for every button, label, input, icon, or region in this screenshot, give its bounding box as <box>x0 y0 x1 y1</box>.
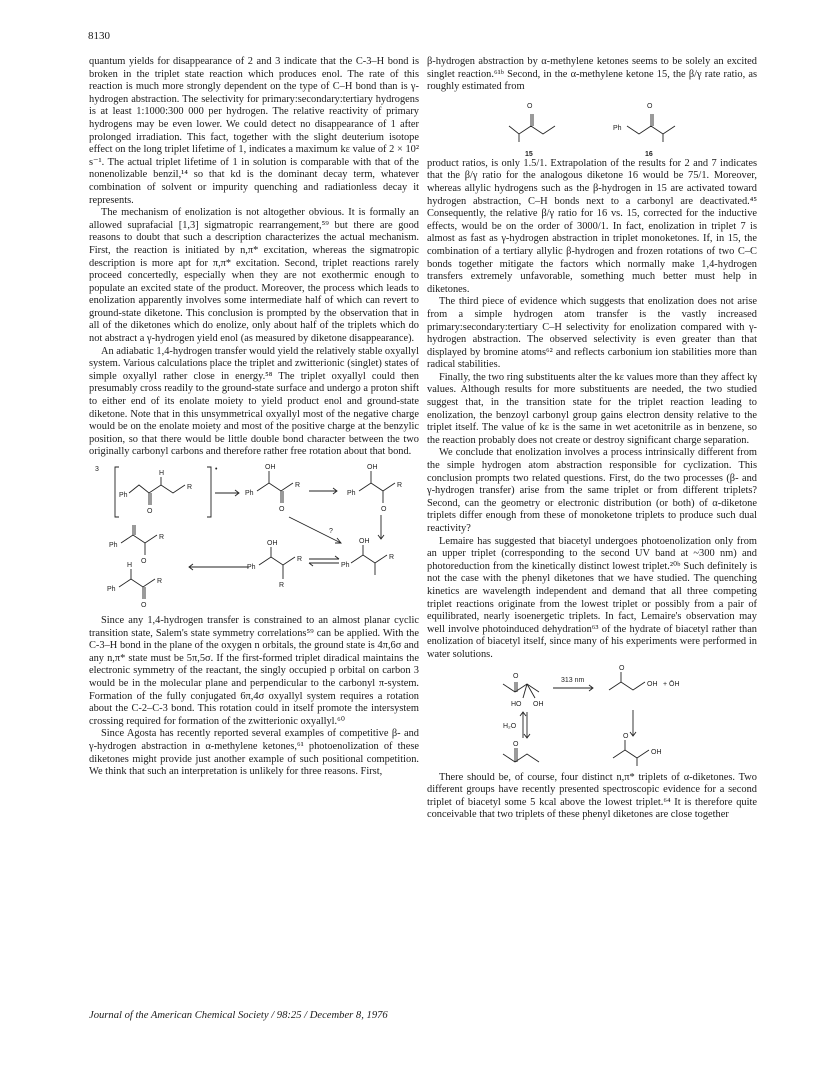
biacetyl-hydrate-scheme <box>427 662 757 772</box>
label-oh: OH <box>647 680 658 688</box>
wavelength-label: 313 nm <box>561 676 585 684</box>
label-ph: Ph <box>613 124 622 132</box>
paragraph: Since Agosta has recently reported several examples of competitive β- and γ-hydrogen abstraction in α-methylene ketones,⁶¹ photoenolization of these diketones might provide just another example of such positional competition. We think that such an interpretation is unlikely for three reasons. First, <box>89 728 419 778</box>
label-r: R <box>389 554 395 561</box>
paragraph: There should be, of course, four distinct n,π* triplets of α-diketones. Two different groups have recently presented spectroscopic evidence for a second triplet of biacetyl some 5 kcal above the lowest triplet.⁶⁴ It is therefore quite conceivable that two triplets of these phenyl diketones are close together <box>427 771 757 821</box>
paragraph: The mechanism of enolization is not altogether obvious. It is formally an allowed suprafacial [1,3] sigmatropic rearrangement,⁵⁹ but there are good reasons to doubt that such a description characterizes the actual mechanism. First, the reaction is initiated by n,π* excitation, whereas the sigmatropic description is more apt for π,π* excitation. Second, triplet reactions rarely proceed concertedly, especially when they are not exothermic enough to populate an excited state of the product. Moreover, the process which leads to enolization apparently involves some intermediate half of which can revert to ground-state diketone. This conclusion is prompted by the observation that in all of the diketones which do enolize, only about half of the triplets which do not abstract a γ-hydrogen yield enol (as measured by diketone disappearance). <box>89 207 419 345</box>
label-ph: Ph <box>107 586 116 593</box>
radical-dot: • <box>215 466 218 473</box>
label-oh: OH <box>267 540 278 547</box>
label-oh: OH <box>533 700 544 708</box>
label-ph: Ph <box>341 562 350 569</box>
label-o: O <box>279 506 285 513</box>
label-oh: OH <box>651 748 662 756</box>
page-number: 8130 <box>88 30 110 42</box>
label-r: R <box>397 482 403 489</box>
label-h: H <box>127 562 133 569</box>
label-r: R <box>297 556 303 563</box>
paragraph: Finally, the two ring substituents alter the kε values more than they affect kγ values. Although results for more substituents are needed, the two studied suggest that, in the transition state for the triplet reaction leading to enolization, the benzoyl carbonyl group gains electron density relative to the triplet itself. The value of kε is the same in wet acetonitrile as in benzene, so the reaction probably does not create or destroy significant charge separation. <box>427 371 757 446</box>
label-o: O <box>513 740 519 748</box>
triplet-superscript: 3 <box>95 466 99 473</box>
label-hydroxide: + ŌH <box>663 680 680 688</box>
paragraph: The third piece of evidence which suggests that enolization does not arise from a simple hydrogen atom transfer is the vastly increased primary:secondary:tertiary C–H selectivity for enolization compared with γ-hydrogen abstraction. The observed selectivity is even greater than that displayed by bromine atoms⁶² and reflects carbonium ion stabilities more than radical stabilities. <box>427 296 757 371</box>
paragraph: We conclude that enolization involves a process intrinsically different from the simple hydrogen atom abstraction responsible for cyclization. This conclusion prompts two related questions. First, do the two processes (β- and γ-hydrogen transfer) arise from the same triplet or from different triplets? Second, can the geometry or electronic distribution (or both) of α-diketone triplets differ enough from these of monoketone triplets to produce such dual reactivity? <box>427 447 757 534</box>
left-column <box>89 56 419 779</box>
oxyallyl-mechanism-scheme <box>89 459 419 615</box>
label-r: R <box>159 534 165 541</box>
label-o: O <box>527 102 533 110</box>
label-ph: Ph <box>109 542 118 549</box>
label-o: O <box>619 664 625 672</box>
label-oh: OH <box>265 464 276 471</box>
label-o: O <box>147 508 153 515</box>
label-r: R <box>187 484 193 491</box>
label-r: R <box>295 482 301 489</box>
label-h: H <box>159 470 165 477</box>
label-o: O <box>623 732 629 740</box>
label-o: O <box>141 602 147 609</box>
label-r: R <box>157 578 163 585</box>
label-r: R <box>279 582 285 589</box>
paragraph: β-hydrogen abstraction by α-methylene ketones seems to be solely an excited singlet reaction.⁶¹ᵇ Second, in the α-methylene ketone 15, the β/γ rate ratio, as roughly estimated from <box>427 56 757 93</box>
paragraph: Since any 1,4-hydrogen transfer is constrained to an almost planar cyclic transition state, Salem's state symmetry correlations⁵⁹ can be applied. With the C-3–H bond in the plane of the oxygen n orbitals, the ground state is 4π,6σ and any n,π* state must be 5π,5σ. If the first-formed triplet diradical maintains the electronic symmetry of the reactant, the singly occupied p orbital on carbon 3 would be in the molecular plane and perpendicular to the carbonyl π-system. Formation of the fully conjugated 6π,4σ oxyallyl system requires a rotation about the C-2–C-3 bond. This rotation could in itself promote the intersystem crossing required for formation of the zwitterionic oxyallyl.⁶⁰ <box>89 615 419 727</box>
label-h2o: H₂O <box>503 722 517 730</box>
label-ph: Ph <box>245 490 254 497</box>
journal-footer: Journal of the American Chemical Society / 98:25 / December 8, 1976 <box>89 1010 388 1021</box>
paragraph: An adiabatic 1,4-hydrogen transfer would yield the relatively stable oxyallyl system. Various calculations place the triplet and zwitterionic (singlet) states of simple oxyallyl rather close in energy.⁵⁸ The triplet oxyallyl could then presumably cross readily to the ground-state surface and undergo a proton shift to either end of its enolate moiety to yield product enol and ground-state diketone. Note that in this unsymmetrical oxyallyl most of the negative charge would be on the enolate moiety and most of the positive charge at the benzylic position, so that there would be little double bond character between the two originally carbonyl carbons and therefore rather free rotation about that bond. <box>89 345 419 458</box>
label-o: O <box>513 672 519 680</box>
question-mark: ? <box>329 528 333 535</box>
label-oh: OH <box>367 464 378 471</box>
label-ph: Ph <box>119 492 128 499</box>
label-oh: OH <box>359 538 370 545</box>
right-column <box>427 56 757 822</box>
paragraph: quantum yields for disappearance of 2 and 3 indicate that the C-3–H bond is broken in the triplet state reaction which produces enol. The rate of this reaction is much more strongly dependent on the type of C–H bond than is γ-hydrogen abstraction. The selectivity for primary:secondary:tertiary hydrogens is at least 1:1000:300 000 per hydrogen. The relative reactivity of primary hydrogens may be even lower. We could detect no disappearance of 1 after prolonged irradiation. This fact, together with the slight deuterium isotope effect on the long triplet lifetime of 1, indicates a maximum kε value of 2 × 10² s⁻¹. The actual triplet lifetime of 1 in solution is comparable with that of the nonenolizable benzil,¹⁴ so that kd is the dominant decay term, whatever combination of solvent or impurity quenching and radiationless decay it represents. <box>89 56 419 206</box>
label-ho: HO <box>511 700 522 708</box>
compound-16-label: 16 <box>645 150 653 158</box>
label-o: O <box>141 558 147 565</box>
paragraph: Lemaire has suggested that biacetyl undergoes photoenolization only from an upper triplet (corresponding to the second UV band at ~300 nm) and photoreduction from the kinetically distinct lowest triplet.²⁰ᵇ Such definitely is not the case with the phenyl diketones that we have studied. The quenching kinetics are wavelength independent and demand that all three competing triplet reactions originate from the lowest triplet or possibly from a pair of equilibrated, nearly isoenergetic triplets. In fact, Lemaire's observation may well involve photoinduced dehydration⁶³ of the hydrate of biacetyl rather than enolization of biacetyl itself, since many of his experiments were performed in water solutions. <box>427 535 757 660</box>
label-ph: Ph <box>247 564 256 571</box>
compounds-15-16-structures <box>427 94 757 158</box>
label-ph: Ph <box>347 490 356 497</box>
paragraph: product ratios, is only 1.5/1. Extrapolation of the results for 2 and 7 indicates that the β/γ ratio for the analogous diketone 16 would be 75/1. Moreover, whereas allylic hydrogens such as the β-hydrogen in 15 are activated toward hydrogen abstraction, C–H bonds next to a carbonyl are deactivated.⁴⁵ Consequently, the relative β/γ ratio for 16 vs. 15, corrected for the inductive effects, would be on the order of 3000/1. In fact, enolization in triplet 7 is almost as fast as γ-hydrogen abstraction in triplet monoketones. If, in 15, the combination of a tertiary allylic β-hydrogen and frozen rotations of two C–C bonds together mitigate the factors which normally make 1,4-hydrogen transfers extremely unfavorable, something much better must help in diketones. <box>427 157 757 295</box>
label-o: O <box>381 506 387 513</box>
compound-15-label: 15 <box>525 150 533 158</box>
label-o: O <box>647 102 653 110</box>
